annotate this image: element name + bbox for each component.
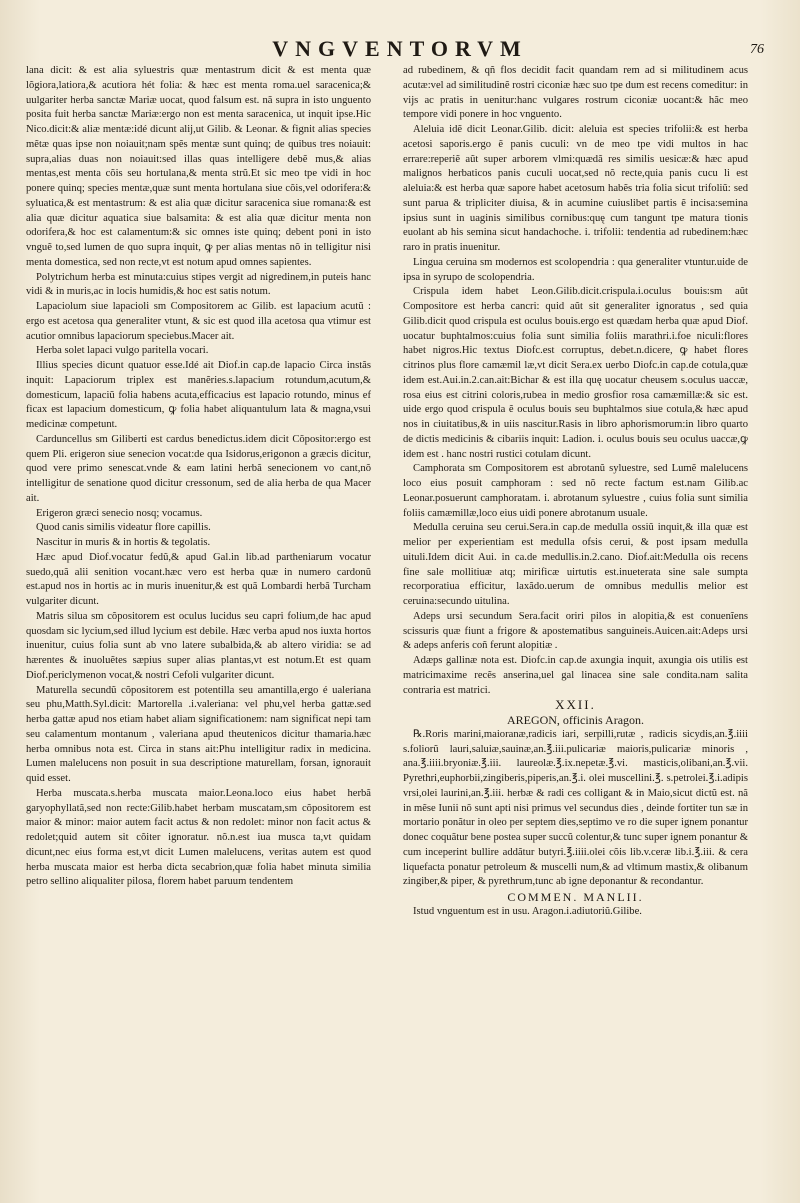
paragraph: Quod canis similis videatur flore capillis. — [36, 522, 211, 534]
paragraph: Hæc apud Diof.vocatur fedũ,& apud Gal.in lib.ad partheniarum vocatur suedo,quã alii senition vocant.hæc vero est herba quæ in numero cardonũ est.apud nos in hortis ac in muris inuenitur,& est quã Lombardi herbã Turcham vulgariter dicunt. — [26, 551, 371, 607]
page-number: 76 — [750, 42, 764, 57]
recipe-title: AREGON, officinis Aragon. — [506, 713, 645, 727]
paragraph: Carduncellus sm Giliberti est cardus benedictus.idem dicit Cõpositor:ergo est quem Pli. erigeron siue senecion vocat:de qua Isidorus,erigonon a græcis dicitur, quod vere primo senescat.vnde & eam latini herbã senecionem vo cant,nõ intelligitur de senatione quod dicitur cressonum, sed de alia herba de qua Macer ait. — [26, 433, 371, 504]
paragraph: Istud vnguentum est in usu. Aragon.i.adiutoriũ.Gilibe. — [413, 905, 642, 917]
left-text-column — [26, 64, 371, 1169]
commentary-heading: COMMEN. MANLII. — [507, 890, 644, 904]
paragraph: Medulla ceruina seu cerui.Sera.in cap.de medulla ossiũ inquit,& illa quæ est melior per experientiam est medulla ofsis cerui, & post ipsam medulla uituli.Idem dicit Aui. in ca.de medullis.in.2.cano. Diof.ait:Medulla ois recens fine sale mollitiuæ atq; mirificæ uirtutis est.inueterata sine sale sumpta recorporatiua efficitur, laxãdo.uerum de omnibus medullis melior est ceruina:secundo uitulina. — [403, 522, 748, 607]
running-title: VNGVENTORVM — [272, 36, 528, 61]
paragraph: Adeps ursi secundum Sera.facit oriri pilos in alopitia,& est conuenĩens scissuris quæ fiunt a frigore & apostematibus sanguineis.Auicen.ait:Adeps ursi & adeps anferis coñ ferunt alopitiæ . — [403, 610, 748, 652]
paragraph: Illius species dicunt quatuor esse.Idé ait Diof.in cap.de lapacio Circa instãs inquit: Lapaciorum triplex est manẽries.s.lapacium rotundum,acutum,& domesticum, lapaciũ folia habens acuta,efficacius est lapacio rotundo, minus ef ficax est lapacium domesticum, ꝙ folia habet aliquantulum lata & magna,vsui medicinæ competunt. — [26, 360, 371, 430]
right-text-column — [403, 64, 748, 1169]
paragraph: Camphorata sm Compositorem est abrotanũ syluestre, sed Lumẽ malelucens loco eius posuit camphoram : sed nõ recte factum est.nam Gilib.ac Leonar.posuerunt camphoratam. i. abrotanum syluestre , cuius folia sunt similia foliis camæmillæ,loco eius uidi ponere abrotanum usuale. — [403, 463, 748, 519]
paragraph: Matris silua sm cõpositorem est oculus lucidus seu capri folium,de hac apud quosdam sic lycium,sed illud lycium est debile. Hæc verba apud nos iuxta hortos inuenitur, cuius folia sunt ab vno latere subalbida,& ab altero viridia: se ad hærentes & inuoluẽtes sæpius super alias plantas,vt est notum.Et est quam Diof.periclymenon vocat,& nostri Cefoli vulgariter dicunt. — [26, 610, 371, 681]
paragraph: Crispula idem habet Leon.Gilib.dicit.crispula.i.oculus bouis:sm aũt Compositore est herba cancri: quid aũt sit generaliter ignoratus , sed quia Gilib.dicit quod crispula est oculus bouis.ergo est quædam herba quæ apud Diof. uocatur buphtalmos:cuius folia sunt similia foliis marathri.i.foe niculi:flores habet nigros.Hic textus Diofc.est corruptus, debet.n.dicere, ꝙ habet flores citrinos plus flore camæmil læ,vt dicit Sera.ex uerbo Diofc.in cap.de cotula,quæ idem est.Aui.in.2.can.ait:Bichar & est illa quę uocatur cheusem s.oculus uaccæ, rosa eius est citrini coloris,rubea in medio grosfior rosa camæmillæ:& sic est. uide ergo quod crispula ẽ oculus bouis seu buphtalmos siue cotula,& hæc apud nos in ciuitatibus,& in uiis nascitur.Rasis in libro aphorismorum:in libro quarto de dictis medicinis & cibariis inquit: Ladion. i. oculus bouis seu oculus uaccæ,ꝙ idem est . hanc nostri rustici cotulam dicunt. — [403, 286, 748, 460]
paragraph: ℞.Roris marini,maioranæ,radicis iari, serpilli,rutæ , radicis sicydis,an.℥.iiii s.foliorũ lauri,saluiæ,sauinæ,an.℥.iii.pulicariæ maioris,pulicariæ minoris , ana.℥.iiii.bryoniæ.℥.iii. laureolæ.℥.ix.nepetæ.℥.vi. masticis,olibani,an.℥.vii. Pyrethri,euphorbii,zingiberis,piperis,an.℥.i. olei muscellini.℥. s.petrolei.℥.i.adipis vrsi,olei laurini,an.℥.iii. herbæ & radi ces colligant & in Maio,sicut dictũ est. nã in mẽse Iunii nõ sunt apti nisi primus vel secundus dies , deinde fortiter tun sæ in mortario ponãtur in oleo per septem dies,septimo ve ro die super ignem ponantur donec coquãtur bene postea super succũ colentur,& tunc super ignem ponantur & cum inceperint bullire addãtur butyri.℥.iiii.olei cõis lib.v.ceræ lib.i.℥.iii. & cera liquefacta ponatur petroleum & muscelli num,& ad vltimum mastix,& olibanum zingiber,& piper, & pyrethrum,tunc ab igne deponantur & recondantur. — [403, 728, 748, 888]
continued-paragraph: ad rubedinem, & qñ flos decidit facit quandam rem ad si militudinem acus acutæ:vel ad similitudinẽ rostri ciconiæ hæc suo tpe dum est recens comeditur: in vijs ac pratis in uenitur:hanc vulgares rostrum ciconiæ uocant:& hãc meo tempore vidi ponere in hoc vnguento. — [403, 65, 748, 121]
paragraph: Lingua ceruina sm modernos est scolopendria : qua generaliter vtuntur.uide de ipsa in syrupo de scolopendria. — [403, 256, 748, 283]
paragraph: Adæps gallinæ nota est. Diofc.in cap.de axungia inquit, axungia ois utilis est matricimaxime recẽs anserina,uel gal linacea sine sale condita.nam salita contraria est matrici. — [403, 655, 748, 696]
paragraph: Herba solet lapaci vulgo paritella vocari. — [36, 345, 209, 357]
paragraph: Herba muscata.s.herba muscata maior.Leona.loco eius habet herbã garyophyllatã,sed non recte:Gilib.habet herbam muscatam,sm cõpositorem est maior & minor: maior autem facit actus & non redolet: minor non facit actus & redolet;quid autem sit cõiter ignoratur. nõ.n.est iua musca ta,vt quidam dicunt,nec eius forma est,vt dicit Lumen malelucens, veritas autem est quod herba muscata maior est herba dicta secabrion,quæ folia habet minuta similia petro sellino aliqualiter pilosa, florem habet paruum tendentem — [26, 787, 371, 888]
section-heading: XXII. — [555, 697, 596, 713]
paragraph: Maturella secundũ cõpositorem est potentilla seu amantilla,ergo é ualeriana seu phu,Matth.Syl.dicit: Martorella .i.valeriana: vel phu,vel herba gattæ.sed herba gattæ apud nos etiam habet aliam significationem: nam significat nepi tam seu calamentum montanum , valeriana apud theutenicos dicitur thamaria.hæc herba omnibus nota est. Circa in stans ait:Phu intelligitur radix in medicina. Lumen malelucens non posuit in sua descriptione maturellam, forsan, ignorauit quid esset. — [26, 684, 371, 784]
paragraph: Polytrichum herba est minuta:cuius stipes vergit ad nigredinem,in puteis hanc vidi & in muris,ac in locis humidis,& hoc est satis notum. — [26, 271, 371, 298]
paragraph: Nascitur in muris & in hortis & tegolatis. — [36, 537, 211, 548]
paragraph: Aleluia idẽ dicit Leonar.Gilib. dicit: aleluia est species trifolii:& est herba acetosi saporis.ergo ẽ panis cuculi: vn de meo tpe vidi multos in hac errare:reperiẽ aũt super arborem vlmi:quædã res similis uesicæ:& hæc apud malignos herbaticos panis cuculi uocat,sed nõ recte,quia panis cucu li est aleluia:& est herba quæ sapore habet acetosum habẽs tria folia sicut trifoliũ: sed sunt parua & tripliciter diuisa, & in acumine cuiuslibet partis ẽ incisa:semina ipsius sunt in uaginis similibus cornibus:quę cum tangunt tpe matura tionis euolant ab his semina sicut handachoche. i. trifolii: tendentia ad rubedinem:hæc raro in pratis inuenitur. — [403, 124, 748, 253]
paragraph: Lapaciolum siue lapacioli sm Compositorem ac Gilib. est lapacium acutũ : ergo est acetosa qua generaliter vtunt, & sic est quod illa acetosa qua vtimur est acutior omnibus lapaciorum speciebus.Macer ait. — [26, 301, 371, 342]
continued-paragraph: lana dicit: & est alia syluestris quæ mentastrum dicit & est menta quæ lõgiora,latiora,& acutiora hét folia: & hæc est menta roma.uel saracenica;& uulgariter herba sanctæ Mariæ uocat, quod falsum est. nã supra in isto unguento posita fuit herba sanctæ Mariæ:ergo non est menta saracenica, ut inquit ipse.Hic Nico.dicit:& aliæ mentæ:idé dicunt alij,ut Gilib. & Leonar. & fignit alias species mẽtæ quas ipse non noiauit;nam spẽs mentæ sunt quinq; de quibus tres noiauit: supra,alias duas non noiauit:sed illas quas intelligere debẽ mus,& alias mentas,est menta cõis seu hortulana,& menta strũ.Et sic meo tpe vidi in hoc ponere quinq; species mentæ,quæ sunt menta hortulana siue cõis,vel odorifera:& syluatica,& est mentastrum: & est alia quæ dicitur saracenica siue romana:& est alia quæ dicitur aquatica siue balsamita: & est alia quæ dicitur menta non odorifera,& hoc est calamentum:& sic omnes iste quinq; debent poni in isto vnguẽ to,sed lumen de quo supra inquit, ꝙ per alias mentas nõ in telligitur nisi menta domestica, sed non recte,vt est notum apud omnes sapientes. — [26, 65, 371, 268]
paragraph: Erigeron græci senecio nosq; vocamus. — [36, 507, 203, 519]
